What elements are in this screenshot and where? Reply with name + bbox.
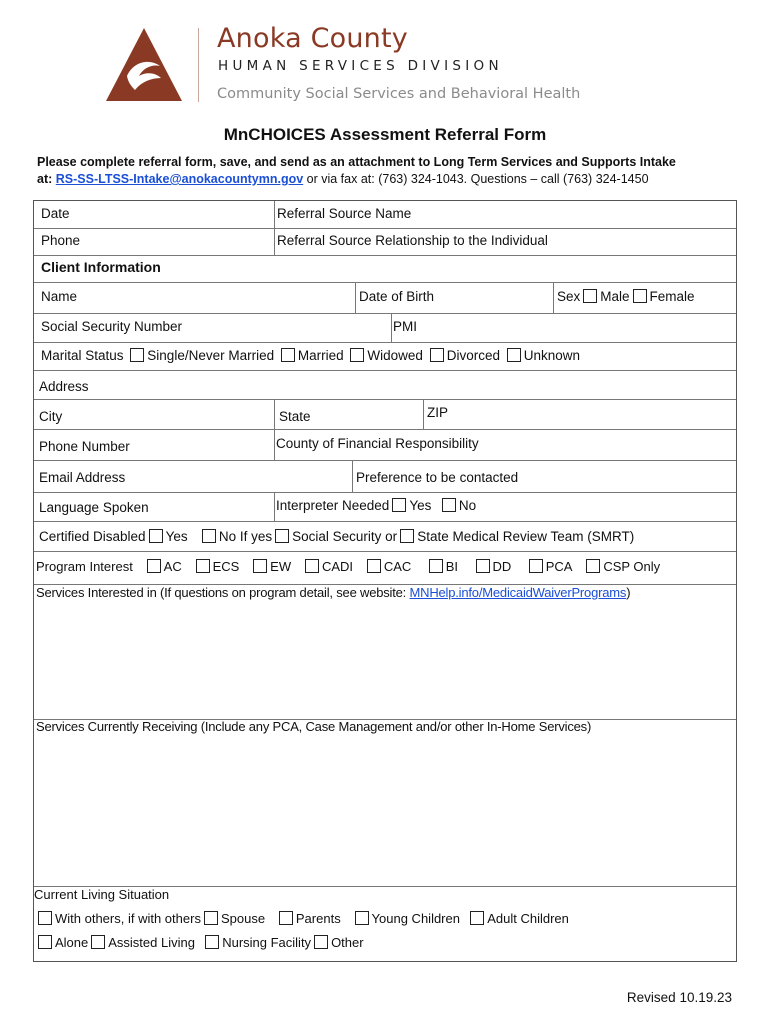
living-option: Other (331, 935, 364, 950)
living-row-1 (35, 911, 569, 926)
smrt-label: State Medical Review Team (SMRT) (417, 529, 635, 544)
other-checkbox[interactable] (314, 935, 328, 949)
program-interest-field (36, 559, 660, 574)
division-name: HUMAN SERVICES DIVISION (218, 58, 503, 74)
program-option: DD (492, 559, 512, 574)
contact-preference-label: Preference to be contacted (356, 470, 519, 485)
fax-label: or via fax at: (303, 172, 375, 186)
female-checkbox[interactable] (633, 289, 647, 303)
intro-line-1: Please complete referral form, save, and send as an attachment to Long Term Services and Supports Intake (37, 155, 676, 169)
living-option: Spouse (220, 911, 266, 926)
certified-no-label: No If yes (218, 529, 273, 544)
program-ew-checkbox[interactable] (253, 559, 267, 573)
language-label: Language Spoken (39, 500, 149, 515)
logo-divider (198, 28, 199, 102)
services-interested-text: Services Interested in (If questions on program detail, see website: (36, 585, 410, 600)
marital-status-label: Marital Status (41, 348, 124, 363)
pmi-label: PMI (393, 319, 418, 334)
referral-form (33, 200, 737, 962)
client-info-heading: Client Information (41, 259, 161, 275)
program-pca-checkbox[interactable] (529, 559, 543, 573)
certified-yes-label: Yes (165, 529, 188, 544)
program-ecs-checkbox[interactable] (196, 559, 210, 573)
widowed-checkbox[interactable] (350, 348, 364, 362)
zip-label: ZIP (427, 405, 449, 420)
program-interest-label: Program Interest (36, 559, 133, 574)
living-row-2 (35, 935, 364, 950)
married-checkbox[interactable] (281, 348, 295, 362)
with-others-checkbox[interactable] (38, 911, 52, 925)
marital-option: Widowed (367, 348, 423, 363)
male-label: Male (600, 289, 630, 304)
certified-yes-checkbox[interactable] (149, 529, 163, 543)
social-security-checkbox[interactable] (275, 529, 289, 543)
sex-label: Sex (557, 289, 581, 304)
client-name-label: Name (41, 289, 78, 304)
referral-relationship-label: Referral Source Relationship to the Individual (277, 233, 548, 248)
program-bi-checkbox[interactable] (429, 559, 443, 573)
marital-status-field (41, 348, 580, 363)
program-option: PCA (545, 559, 573, 574)
program-option: AC (163, 559, 182, 574)
interpreter-yes-checkbox[interactable] (392, 498, 406, 512)
marital-option: Divorced (446, 348, 500, 363)
program-cadi-checkbox[interactable] (305, 559, 319, 573)
nursing-facility-checkbox[interactable] (205, 935, 219, 949)
assisted-living-checkbox[interactable] (91, 935, 105, 949)
ssn-label: Social Security Number (41, 319, 183, 334)
program-csp-checkbox[interactable] (586, 559, 600, 573)
single-checkbox[interactable] (130, 348, 144, 362)
services-interested-label (36, 585, 630, 600)
living-situation-label: Current Living Situation (34, 887, 170, 902)
program-dd-checkbox[interactable] (476, 559, 490, 573)
certified-disabled-field (39, 529, 634, 544)
revised-date: Revised 10.19.23 (626, 990, 732, 1005)
smrt-checkbox[interactable] (400, 529, 414, 543)
intro-line-2 (37, 172, 649, 186)
certified-label: Certified Disabled (39, 529, 146, 544)
state-label: State (279, 409, 311, 424)
date-field-label: Date (41, 206, 70, 221)
male-checkbox[interactable] (583, 289, 597, 303)
certified-no-checkbox[interactable] (202, 529, 216, 543)
living-option: Parents (295, 911, 341, 926)
email-address-label: Email Address (39, 470, 126, 485)
parents-checkbox[interactable] (279, 911, 293, 925)
marital-option: Married (297, 348, 344, 363)
subdivision-name: Community Social Services and Behavioral Health (217, 86, 581, 102)
org-name: Anoka County (217, 23, 408, 54)
services-receiving-label: Services Currently Receiving (Include any PCA, Case Management and/or other In-Home Services) (36, 719, 592, 734)
intro-at-label: at: (37, 172, 53, 186)
interpreter-label: Interpreter Needed (276, 498, 390, 513)
living-option: Nursing Facility (222, 935, 312, 950)
phone-number-label: Phone Number (39, 439, 130, 454)
address-label: Address (39, 379, 89, 394)
program-option: BI (445, 559, 459, 574)
program-option: CADI (321, 559, 354, 574)
interpreter-no-label: No (458, 498, 477, 513)
phone-field-label: Phone (41, 233, 81, 248)
fax-number: (763) 324-1043. Questions – call (763) 324-1450 (374, 172, 649, 186)
marital-option: Single/Never Married (147, 348, 275, 363)
alone-label: Alone (55, 935, 89, 950)
female-label: Female (649, 289, 695, 304)
referral-source-name-label: Referral Source Name (277, 206, 412, 221)
program-option: CAC (383, 559, 412, 574)
spouse-checkbox[interactable] (204, 911, 218, 925)
marital-option: Unknown (523, 348, 581, 363)
program-option: CSP Only (603, 559, 661, 574)
alone-checkbox[interactable] (38, 935, 52, 949)
program-cac-checkbox[interactable] (367, 559, 381, 573)
county-label: County of Financial Responsibility (276, 436, 479, 451)
divorced-checkbox[interactable] (430, 348, 444, 362)
mnhelp-link[interactable]: MNHelp.info/MedicaidWaiverPrograms (409, 585, 627, 600)
interpreter-field (276, 498, 476, 513)
living-option: Assisted Living (108, 935, 195, 950)
dob-label: Date of Birth (359, 289, 435, 304)
living-option: Adult Children (487, 911, 569, 926)
young-children-checkbox[interactable] (355, 911, 369, 925)
unknown-checkbox[interactable] (507, 348, 521, 362)
intake-email-link[interactable]: RS-SS-LTSS-Intake@anokacountymn.gov (55, 172, 304, 186)
sex-field (557, 289, 695, 304)
interpreter-yes-label: Yes (409, 498, 432, 513)
city-label: City (39, 409, 63, 424)
program-option: EW (270, 559, 292, 574)
program-option: ECS (212, 559, 240, 574)
adult-children-checkbox[interactable] (470, 911, 484, 925)
program-ac-checkbox[interactable] (147, 559, 161, 573)
county-logo-icon (105, 26, 183, 102)
form-title: MnCHOICES Assessment Referral Form (223, 125, 547, 144)
living-option: Young Children (371, 911, 460, 926)
services-close: ) (626, 585, 631, 600)
social-security-label: Social Security or (292, 529, 398, 544)
interpreter-no-checkbox[interactable] (442, 498, 456, 512)
with-others-label: With others, if with others (55, 911, 201, 926)
